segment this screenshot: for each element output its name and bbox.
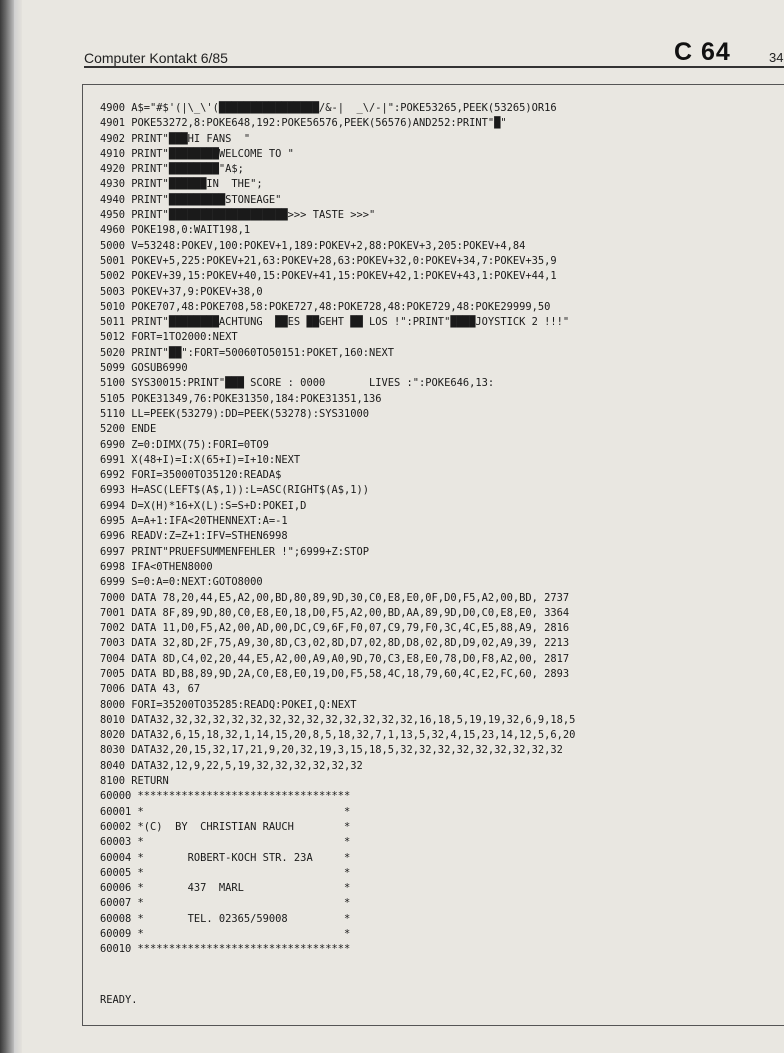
code-line: 4940 PRINT"█████████STONEAGE" (100, 193, 282, 206)
code-line: 4930 PRINT"██████IN THE"; (100, 178, 263, 191)
code-line: 5099 GOSUB6990 (100, 362, 188, 375)
code-line: 7006 DATA 43, 67 (100, 683, 201, 696)
code-line: 6999 S=0:A=0:NEXT:GOTO8000 (100, 576, 263, 589)
code-line: 60005 * * (100, 866, 351, 879)
code-line: 5200 ENDE (100, 423, 157, 436)
code-line: 6990 Z=0:DIMX(75):FORI=0TO9 (100, 438, 269, 451)
code-line: 5010 POKE707,48:POKE708,58:POKE727,48:POKE728,48:POKE729,48:POKE29999,50 (100, 300, 551, 313)
code-line: 6996 READV:Z=Z+1:IFV=STHEN6998 (100, 530, 288, 543)
header-rule (84, 66, 784, 68)
page-number: 34 (769, 50, 784, 65)
code-line: 6995 A=A+1:IFA<20THENNEXT:A=-1 (100, 515, 288, 528)
code-line: 6992 FORI=35000TO35120:READA$ (100, 469, 282, 482)
code-line: 4950 PRINT"███████████████████>>> TASTE >>>" (100, 209, 376, 222)
basic-listing (100, 101, 784, 958)
code-line: 6998 IFA<0THEN8000 (100, 560, 213, 573)
code-line: 5110 LL=PEEK(53279):DD=PEEK(53278):SYS31000 (100, 407, 369, 420)
code-line: 7000 DATA 78,20,44,E5,A2,00,BD,80,89,9D,30,C0,E8,E0,0F,D0,F5,A2,00,BD, 2737 (100, 591, 570, 604)
code-line: 60008 * TEL. 02365/59008 * (100, 912, 351, 925)
code-line: 5020 PRINT"██":FORT=50060TO50151:POKET,160:NEXT (100, 346, 395, 359)
code-line: 6993 H=ASC(LEFT$(A$,1)):L=ASC(RIGHT$(A$,1)) (100, 484, 369, 497)
ready-prompt: READY. (100, 994, 138, 1006)
code-line: 8000 FORI=35200TO35285:READQ:POKEI,Q:NEXT (100, 698, 357, 711)
code-line: 6997 PRINT"PRUEFSUMMENFEHLER !";6999+Z:STOP (100, 545, 369, 558)
code-line: 6994 D=X(H)*16+X(L):S=S+D:POKEI,D (100, 499, 307, 512)
section-badge: C 64 (674, 38, 731, 66)
code-line: 60003 * * (100, 836, 351, 849)
code-line: 5012 FORT=1TO2000:NEXT (100, 331, 238, 344)
code-line: 8020 DATA32,6,15,18,32,1,14,15,20,8,5,18,32,7,1,13,5,32,4,15,23,14,12,5,6,20 (100, 729, 576, 742)
code-line: 60000 ********************************** (100, 790, 351, 803)
code-line: 5105 POKE31349,76:POKE31350,184:POKE31351,136 (100, 392, 382, 405)
magazine-title: Computer Kontakt 6/85 (84, 50, 228, 66)
code-line: 4960 POKE198,0:WAIT198,1 (100, 224, 251, 237)
code-line: 5003 POKEV+37,9:POKEV+38,0 (100, 285, 263, 298)
code-line: 60010 ********************************** (100, 943, 351, 956)
code-line: 7005 DATA BD,B8,89,9D,2A,C0,E8,E0,19,D0,F5,58,4C,18,79,60,4C,E2,FC,60, 2893 (100, 667, 570, 680)
code-line: 8030 DATA32,20,15,32,17,21,9,20,32,19,3,15,18,5,32,32,32,32,32,32,32,32,32 (100, 744, 563, 757)
code-line: 4920 PRINT"████████"A$; (100, 163, 244, 176)
binding-spine (0, 0, 14, 1053)
code-line: 60006 * 437 MARL * (100, 882, 351, 895)
code-line: 7001 DATA 8F,89,9D,80,C0,E8,E0,18,D0,F5,A2,00,BD,AA,89,9D,D0,C0,E8,E0, 3364 (100, 606, 570, 619)
code-line: 5011 PRINT"████████ACHTUNG ██ES ██GEHT ██ LOS !":PRINT"████JOYSTICK 2 !!!" (100, 316, 570, 329)
code-line: 60002 *(C) BY CHRISTIAN RAUCH * (100, 820, 351, 833)
code-line: 5001 POKEV+5,225:POKEV+21,63:POKEV+28,63:POKEV+32,0:POKEV+34,7:POKEV+35,9 (100, 254, 557, 267)
code-line: 8040 DATA32,12,9,22,5,19,32,32,32,32,32,32 (100, 759, 363, 772)
code-line: 5000 V=53248:POKEV,100:POKEV+1,189:POKEV+2,88:POKEV+3,205:POKEV+4,84 (100, 239, 526, 252)
code-line: 60001 * * (100, 805, 351, 818)
code-line: 5100 SYS30015:PRINT"███ SCORE : 0000 LIVES :":POKE646,13: (100, 377, 495, 390)
code-line: 4910 PRINT"████████WELCOME TO " (100, 147, 294, 160)
code-line: 7003 DATA 32,8D,2F,75,A9,30,8D,C3,02,8D,D7,02,8D,D8,02,8D,D9,02,A9,39, 2213 (100, 637, 570, 650)
code-line: 4900 A$="#$'(|\_\'(████████████████/&-| _\/-|":POKE53265,PEEK(53265)OR16 (100, 102, 557, 114)
code-line: 60007 * * (100, 897, 351, 910)
code-line: 8010 DATA32,32,32,32,32,32,32,32,32,32,32,32,32,32,16,18,5,19,19,32,6,9,18,5 (100, 713, 576, 726)
code-line: 60004 * ROBERT-KOCH STR. 23A * (100, 851, 351, 864)
code-line: 4902 PRINT"███HI FANS " (100, 132, 251, 145)
code-line: 4901 POKE53272,8:POKE648,192:POKE56576,PEEK(56576)AND252:PRINT"█" (100, 117, 507, 130)
code-line: 6991 X(48+I)=I:X(65+I)=I+10:NEXT (100, 453, 301, 466)
code-line: 7004 DATA 8D,C4,02,20,44,E5,A2,00,A9,A0,9D,70,C3,E8,E0,78,D0,F8,A2,00, 2817 (100, 652, 570, 665)
binding-shadow (14, 0, 22, 1053)
code-line: 8100 RETURN (100, 775, 169, 788)
code-line: 5002 POKEV+39,15:POKEV+40,15:POKEV+41,15:POKEV+42,1:POKEV+43,1:POKEV+44,1 (100, 270, 557, 283)
code-line: 7002 DATA 11,D0,F5,A2,00,AD,00,DC,C9,6F,F0,07,C9,79,F0,3C,4C,E5,88,A9, 2816 (100, 622, 570, 635)
code-line: 60009 * * (100, 928, 351, 941)
